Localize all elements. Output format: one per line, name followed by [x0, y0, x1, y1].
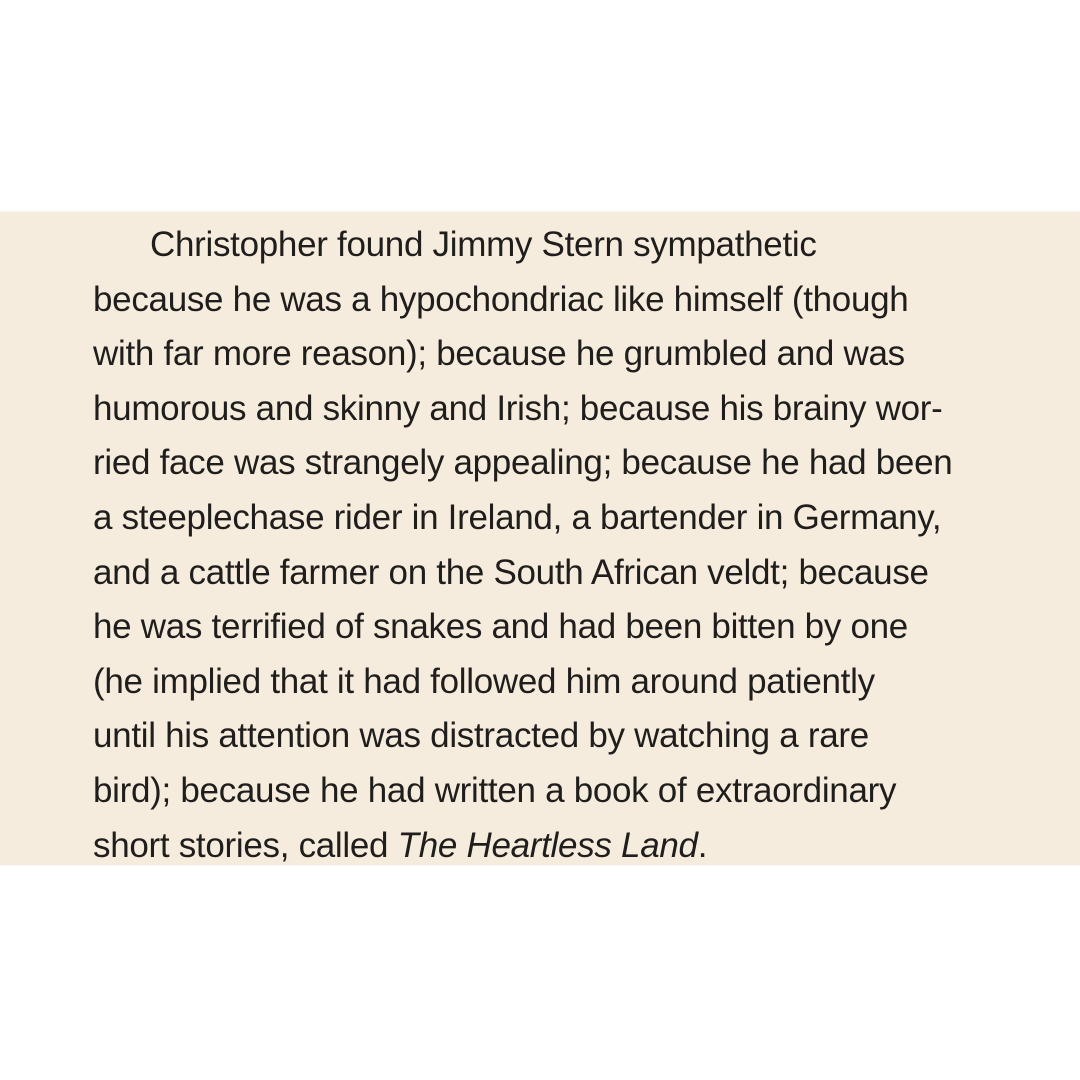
text-segment: .: [697, 825, 708, 865]
text-segment: (he implied that it had followed him around patiently: [93, 661, 875, 701]
text-line: [93, 600, 990, 655]
book-paragraph: [93, 218, 990, 873]
text-segment: short stories, called: [93, 825, 398, 865]
text-line: [93, 327, 990, 382]
text-line: [93, 218, 990, 273]
text-segment: and a cattle farmer on the South African veldt; because: [93, 552, 929, 592]
text-segment: humorous and skinny and Irish; because his brainy wor-: [93, 388, 943, 428]
text-line: [93, 273, 990, 328]
text-segment: ried face was strangely appealing; because he had been: [93, 443, 953, 483]
text-line: [93, 436, 990, 491]
text-segment: with far more reason); because he grumbled and was: [93, 334, 905, 374]
text-segment: Christopher found Jimmy Stern sympathetic: [150, 225, 817, 264]
text-line: [93, 546, 990, 601]
text-segment: he was terrified of snakes and had been bitten by one: [93, 607, 908, 647]
text-segment: a steeplechase rider in Ireland, a bartender in Germany,: [93, 497, 942, 537]
page-panel: [0, 212, 1080, 865]
text-line: [93, 819, 990, 874]
text-segment: until his attention was distracted by watching a rare: [93, 716, 869, 756]
text-line: [93, 764, 990, 819]
text-line: [93, 709, 990, 764]
text-line: [93, 491, 990, 546]
text-segment: bird); because he had written a book of extraordinary: [93, 770, 897, 810]
text-segment: because he was a hypochondriac like himself (though: [93, 279, 909, 319]
text-line: [93, 382, 990, 437]
book-title-italic: The Heartless Land: [397, 825, 698, 865]
text-line: [93, 655, 990, 710]
